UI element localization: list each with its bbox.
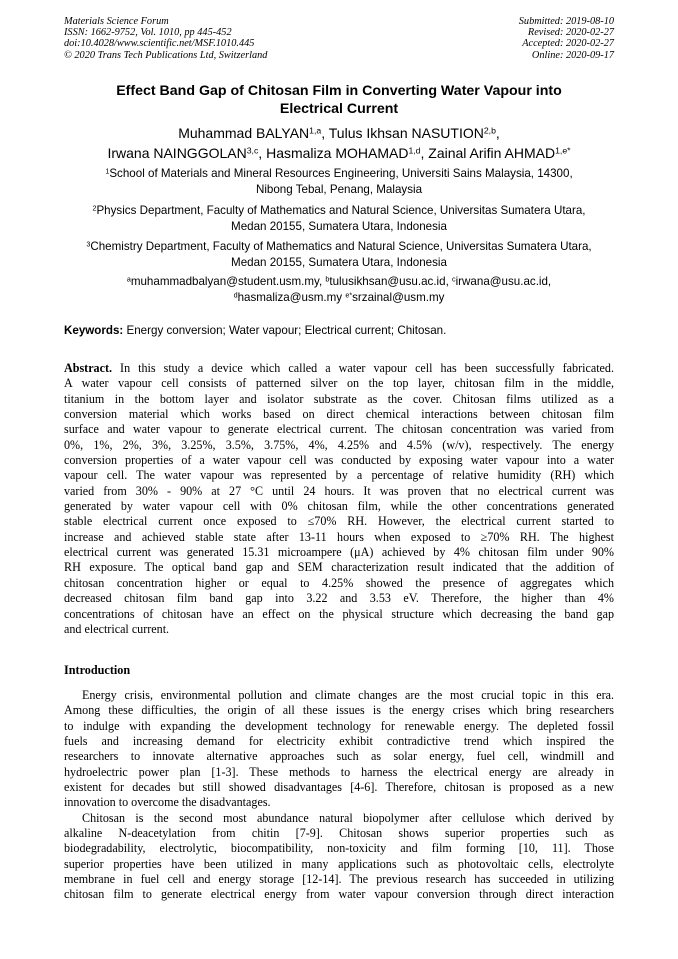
abstract-line: vapour cell. The water vapour was represented by a percentage of relative humidity (RH) which: [64, 468, 614, 483]
affiliation-text: Physics Department, Faculty of Mathematics and Natural Science, Universitas Sumatera Utara,: [96, 204, 586, 217]
email-mark: b: [325, 274, 330, 284]
abstract-line: conversion properties of a water vapour cell was conducted by exposing water vapour into a water: [64, 453, 614, 468]
abstract-line: concentrations of chitosan have an effect on the physical structure which decreasing the band gap: [64, 606, 614, 621]
email-line: [64, 274, 614, 290]
abstract-line: titanium in the bottom layer and isolator substrate as the cover. Chitosan films utilized as a: [64, 391, 614, 406]
intro-line: researchers to innovate alternative approaches such as solar energy, fuel cell, windmill and: [64, 749, 614, 764]
email-address: hasmaliza@usm.my: [237, 291, 346, 304]
introduction-body: [64, 688, 614, 903]
affiliation-line: Nibong Tebal, Penang, Malaysia: [255, 183, 423, 196]
abstract-label: Abstract.: [64, 361, 113, 375]
affiliation-3: [64, 239, 614, 271]
affiliation-line: [64, 203, 614, 219]
intro-line: Among these difficulties, the origin of all these issues is the energy crises which bring researchers: [64, 703, 614, 718]
abstract-line: chitosan concentration higher or equal to 4.25% showed the presence of aggregates which: [64, 575, 614, 590]
abstract-line: decreased chitosan film band gap into 3.22 and 3.53 eV. Therefore, the higher than 4%: [64, 591, 614, 606]
revised-date: Revised: 2020-02-27: [527, 27, 614, 39]
author-emails: [64, 274, 614, 306]
abstract-line: electrical current was generated 15.31 microampere (μA) achieved by 4% chitosan film under 90%: [64, 545, 614, 560]
intro-line: Chitosan is the second most abundance natural biopolymer after cellulose which derived by: [82, 810, 614, 825]
email-line: [64, 290, 614, 306]
intro-line: fuels and increasing demand for electricity exhibit contradictive trend which inspired the: [64, 734, 614, 749]
author-line: [40, 144, 638, 164]
keywords: [64, 323, 614, 338]
email-mark: e*: [345, 290, 353, 300]
submitted-date: Submitted: 2019-08-10: [518, 16, 614, 27]
intro-line: biodegradability, electrolytic, biocompatibility, non-toxicity and film forming [10, 11]. Those: [64, 841, 614, 856]
intro-line: existent for decades but still showed disadvantages [4-6]. Therefore, chitosan is proposed as a new: [64, 780, 614, 795]
journal-info: [64, 16, 267, 61]
email-mark: d: [233, 290, 238, 300]
author-affiliation-mark: 1,d: [408, 145, 421, 156]
author-affiliation-mark: 1,a: [309, 125, 322, 136]
affiliation-line: Medan 20155, Sumatera Utara, Indonesia: [231, 220, 447, 233]
paper-title: [64, 82, 614, 118]
affiliation-text: Chemistry Department, Faculty of Mathematics and Natural Science, Universitas Sumatera Utara,: [90, 240, 592, 253]
abstract-line: RH exposure. The optical band gap and SEM characterization result indicated that the addition of: [64, 560, 614, 575]
author-separator: ,: [321, 125, 329, 141]
abstract-line: varied from 30% - 90% at 27 °C until 24 hours. It was proven that no electrical current was: [64, 483, 614, 498]
intro-line: hydroelectric power plan [1-3]. These methods to harness the electrical energy are already in: [64, 764, 614, 779]
abstract-line: 0%, 1%, 2%, 3%, 3.25%, 3.5%, 3.75%, 4%, 4.25% and 4.5% (w/v), respectively. The energy: [64, 437, 614, 452]
intro-line: to indulge with expanding the development technology for renewable energy. The depleted fossil: [64, 718, 614, 733]
author-name: Hasmaliza MOHAMAD: [266, 144, 409, 161]
author-separator: ,: [495, 125, 500, 141]
author-affiliation-mark: 1,e*: [555, 145, 571, 156]
affiliation-number: 1: [105, 166, 110, 176]
author-affiliation-mark: 2,b: [483, 125, 496, 136]
author-name: Zainal Arifin AHMAD: [428, 144, 556, 161]
keywords-text: Energy conversion; Water vapour; Electrical current; Chitosan.: [123, 324, 447, 337]
author-name: Irwana NAINGGOLAN: [107, 144, 247, 161]
affiliation-text: School of Materials and Mineral Resources Engineering, Universiti Sains Malaysia, 14300,: [109, 167, 573, 180]
abstract: [64, 361, 614, 637]
affiliation-1: [64, 166, 614, 198]
introduction-heading: Introduction: [64, 663, 131, 677]
email-address: srzainal@usm.my: [352, 291, 445, 304]
email-address: irwana@usu.ac.id,: [455, 275, 552, 288]
abstract-line: A water vapour cell consists of patterned silver on the top layer, chitosan film in the middle,: [64, 376, 614, 391]
keywords-label: Keywords:: [64, 324, 124, 337]
journal-copyright: © 2020 Trans Tech Publications Ltd, Switzerland: [64, 49, 268, 61]
title-line: Effect Band Gap of Chitosan Film in Converting Water Vapour into: [116, 83, 562, 99]
abstract-line: increase and achieved stable state after 13-11 hours when exposed to ≥70% RH. The highest: [64, 529, 614, 544]
author-name: Tulus Ikhsan NASUTION: [328, 125, 484, 141]
author-list: [40, 124, 638, 163]
email-address: tulusikhsan@usu.ac.id,: [329, 275, 453, 288]
abstract-text: In this study a device which called a water vapour cell has been successfully fabricated.: [112, 361, 614, 375]
affiliation-number: 3: [86, 239, 91, 249]
accepted-date: Accepted: 2020-02-27: [522, 38, 614, 50]
affiliation-line: [64, 239, 614, 255]
intro-line: Energy crisis, environmental pollution and climate changes are the most crucial topic in this era.: [82, 688, 614, 702]
author-separator: ,: [258, 144, 267, 161]
author-name: Muhammad BALYAN: [178, 125, 310, 141]
author-affiliation-mark: 3,c: [246, 145, 259, 156]
author-line: [40, 124, 638, 144]
title-line: Electrical Current: [279, 101, 399, 117]
journal-name: Materials Science Forum: [64, 16, 169, 27]
author-separator: ,: [420, 144, 429, 161]
intro-line: membrane in fuel cell and energy storage [12-14]. The previous research has succeeded in utilizing: [64, 872, 614, 887]
abstract-line: stable electrical current once exposed to ≤70% RH. However, the electrical current started to: [64, 514, 614, 529]
journal-doi: doi:10.4028/www.scientific.net/MSF.1010.445: [64, 38, 255, 50]
affiliation-line: [64, 166, 614, 182]
abstract-line: conversion material which works based on direct chemical interactions between chitosan film: [64, 407, 614, 422]
abstract-line: and electrical current.: [64, 621, 170, 636]
affiliation-2: [64, 203, 614, 235]
online-date: Online: 2020-09-17: [531, 49, 614, 61]
intro-line: alkaline N-deacetylation from chitin [7-9]. Chitosan shows superior properties such as: [64, 826, 614, 841]
email-mark: a: [126, 274, 131, 284]
affiliation-number: 2: [92, 203, 97, 213]
intro-line: superior properties have been utilized in many applications such as photovoltaic cells, electrolyte: [64, 856, 614, 871]
publication-dates: [519, 16, 614, 61]
abstract-line: [64, 361, 614, 376]
email-mark: c: [452, 274, 456, 284]
email-address: muhammadbalyan@student.usm.my,: [130, 275, 326, 288]
abstract-line: surface and water vapour to generate electrical current. The chitosan concentration was varied from: [64, 422, 614, 437]
intro-line: chitosan film to generate electrical energy from water vapour conversion through direct interaction: [64, 887, 614, 902]
affiliation-line: Medan 20155, Sumatera Utara, Indonesia: [231, 256, 447, 269]
abstract-line: generated by water vapour cell with 0% chitosan film, while the other concentrations generated: [64, 499, 614, 514]
intro-line: innovation to overcome the disadvantages.: [64, 795, 271, 810]
journal-issn: ISSN: 1662-9752, Vol. 1010, pp 445-452: [64, 27, 232, 39]
